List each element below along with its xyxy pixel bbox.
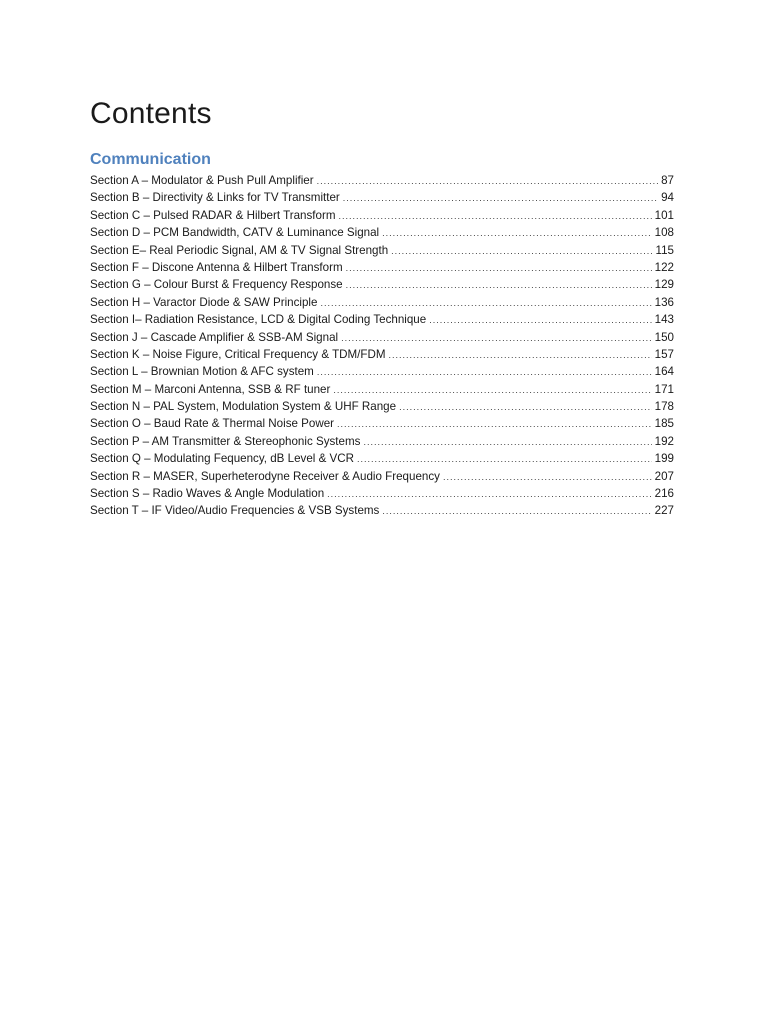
toc-entry-label: Section D – PCM Bandwidth, CATV & Luminance Signal xyxy=(90,226,380,240)
toc-entry[interactable] xyxy=(90,363,674,380)
toc-entry-page: 192 xyxy=(654,434,674,448)
toc-entry[interactable] xyxy=(90,172,674,189)
document-page xyxy=(90,96,674,520)
toc-entry-page: 94 xyxy=(661,191,674,205)
toc-entry-page: 171 xyxy=(654,382,674,396)
toc-leader xyxy=(389,347,652,364)
toc-entry-label: Section Q – Modulating Fequency, dB Level & VCR xyxy=(90,452,355,466)
toc-leader xyxy=(343,190,658,207)
toc-entry-label: Section L – Brownian Motion & AFC system xyxy=(90,365,314,379)
toc-leader xyxy=(357,451,652,468)
toc-entry-page: 150 xyxy=(654,330,674,344)
toc-entry-page: 108 xyxy=(654,226,674,240)
toc-entry-label: Section B – Directivity & Links for TV Transmitter xyxy=(90,191,340,205)
toc-entry-page: 164 xyxy=(654,365,674,379)
toc-entry-page: 101 xyxy=(654,208,674,222)
toc-entry[interactable] xyxy=(90,433,674,450)
toc-entry-page: 227 xyxy=(654,504,674,518)
toc-entry-label: Section H – Varactor Diode & SAW Principle xyxy=(90,295,318,309)
toc-entry[interactable] xyxy=(90,502,674,519)
toc-entry-label: Section C – Pulsed RADAR & Hilbert Transform xyxy=(90,208,336,222)
toc-leader xyxy=(382,503,651,520)
toc-entry-page: 216 xyxy=(654,487,674,501)
toc-entry-page: 143 xyxy=(654,313,674,327)
toc-entry-page: 115 xyxy=(655,243,674,257)
toc-entry-label: Section P – AM Transmitter & Stereophonic Systems xyxy=(90,434,361,448)
toc-entry-label: Section M – Marconi Antenna, SSB & RF tuner xyxy=(90,382,331,396)
toc-leader xyxy=(320,295,651,312)
toc-entry[interactable] xyxy=(90,242,674,259)
toc-entry[interactable] xyxy=(90,485,674,502)
toc-entry-page: 199 xyxy=(654,452,674,466)
toc-entry-page: 122 xyxy=(654,260,674,274)
toc-entry[interactable] xyxy=(90,415,674,432)
toc-entry-label: Section O – Baud Rate & Thermal Noise Power xyxy=(90,417,335,431)
toc-entry-page: 136 xyxy=(654,295,674,309)
toc-leader xyxy=(337,416,652,433)
toc-entry[interactable] xyxy=(90,294,674,311)
toc-entry[interactable] xyxy=(90,189,674,206)
toc-leader xyxy=(327,486,652,503)
toc-entry-label: Section N – PAL System, Modulation System & UHF Range xyxy=(90,400,397,414)
toc-leader xyxy=(382,225,652,242)
toc-entry[interactable] xyxy=(90,207,674,224)
toc-leader xyxy=(391,243,652,260)
toc-entry-page: 207 xyxy=(654,469,674,483)
toc-leader xyxy=(363,434,651,451)
toc-leader xyxy=(333,382,651,399)
toc-entry-label: Section E– Real Periodic Signal, AM & TV Signal Strength xyxy=(90,243,389,257)
toc-entry-label: Section I– Radiation Resistance, LCD & Digital Coding Technique xyxy=(90,313,427,327)
toc-entry[interactable] xyxy=(90,398,674,415)
toc-leader xyxy=(429,312,651,329)
toc-entry-label: Section G – Colour Burst & Frequency Response xyxy=(90,278,343,292)
toc-leader xyxy=(443,469,652,486)
toc-leader xyxy=(346,277,652,294)
toc-leader xyxy=(399,399,652,416)
toc-entry[interactable] xyxy=(90,311,674,328)
toc-entry-page: 185 xyxy=(654,417,674,431)
toc-leader xyxy=(346,260,652,277)
toc-entry[interactable] xyxy=(90,450,674,467)
toc-entry-label: Section S – Radio Waves & Angle Modulation xyxy=(90,487,325,501)
toc-entry[interactable] xyxy=(90,224,674,241)
toc-entry[interactable] xyxy=(90,329,674,346)
toc-entry[interactable] xyxy=(90,276,674,293)
page-title: Contents xyxy=(90,97,212,130)
toc-leader xyxy=(317,173,658,190)
toc-entry-label: Section K – Noise Figure, Critical Frequency & TDM/FDM xyxy=(90,347,386,361)
toc-entry-label: Section A – Modulator & Push Pull Amplifier xyxy=(90,174,314,187)
toc-entry-page: 178 xyxy=(654,400,674,414)
toc-entry-page: 129 xyxy=(654,278,674,292)
section-heading: Communication xyxy=(90,151,211,168)
toc-leader xyxy=(341,330,652,347)
toc-entry[interactable] xyxy=(90,381,674,398)
toc-leader xyxy=(339,208,652,225)
toc-entry-label: Section R – MASER, Superheterodyne Receiver & Audio Frequency xyxy=(90,469,440,483)
toc-entry-label: Section T – IF Video/Audio Frequencies & VSB Systems xyxy=(90,504,380,518)
toc-entry[interactable] xyxy=(90,346,674,363)
toc-leader xyxy=(317,364,652,381)
toc-entry-label: Section J – Cascade Amplifier & SSB-AM Signal xyxy=(90,330,339,344)
toc-entry[interactable] xyxy=(90,468,674,485)
toc-entry-label: Section F – Discone Antenna & Hilbert Transform xyxy=(90,260,343,274)
toc-entry[interactable] xyxy=(90,259,674,276)
toc-list xyxy=(90,172,674,520)
toc-entry-page: 87 xyxy=(661,174,674,187)
toc-entry-page: 157 xyxy=(654,347,674,361)
